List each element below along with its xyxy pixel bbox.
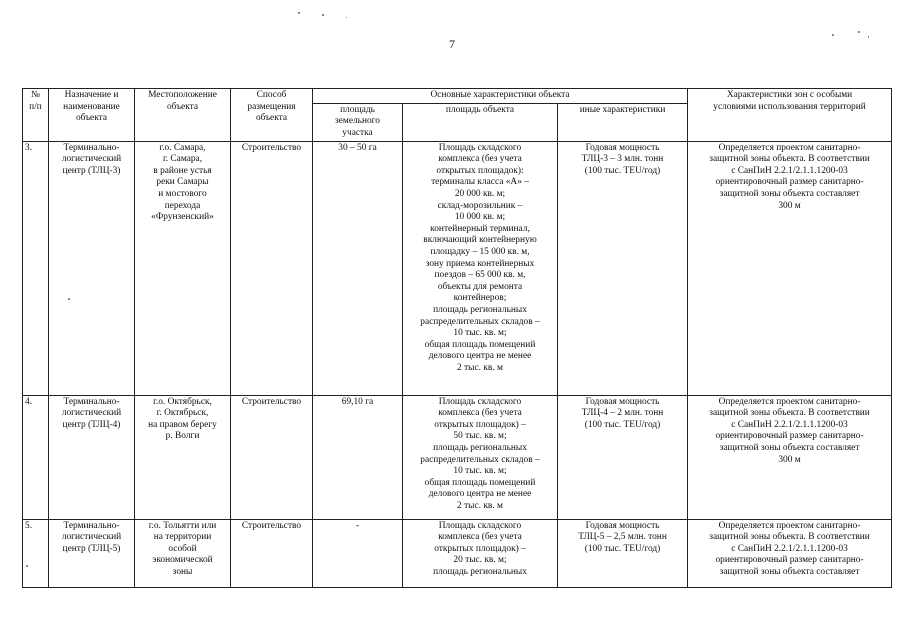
scan-speck [832,34,834,36]
scan-speck [868,36,869,38]
header-land-area: площадь земельного участка [313,103,403,141]
header-method: Способ размещения объекта [231,89,313,142]
header-location: Местоположение объекта [135,89,231,142]
header-zones: Характеристики зон с особыми условиями использования территорий [688,89,892,142]
scan-speck [858,31,860,33]
row-land-area: 30 – 50 га [313,141,403,395]
row-land-area: 69,10 га [313,395,403,519]
row-land-area: - [313,519,403,587]
scan-speck [322,14,324,16]
row-purpose: Терминально- логистический центр (ТЛЦ-5) [49,519,135,587]
objects-table [22,88,892,588]
scan-speck [298,12,300,14]
row-zones: Определяется проектом санитарно- защитной зоны объекта. В соответствии с СанПиН 2.2.1/2.1.1.1200-03 ориентировочный размер санитарно- защитной зоны объекта составляет 300 м [688,395,892,519]
row-location: г.о. Октябрьск, г. Октябрьск, на правом берегу р. Волги [135,395,231,519]
page-number: 7 [449,37,455,51]
row-object-area: Площадь складского комплекса (без учета открытых площадок) – 20 тыс. кв. м; площадь региональных [403,519,558,587]
row-method: Строительство [231,141,313,395]
row-purpose: Терминально- логистический центр (ТЛЦ-3) [49,141,135,395]
scan-speck [346,17,347,18]
row-other-characteristics: Годовая мощность ТЛЦ-3 – 3 млн. тонн (100 тыс. TEU/год) [558,141,688,395]
row-num: 3. [23,141,49,395]
header-main-characteristics: Основные характеристики объекта [313,89,688,104]
header-object-area: площадь объекта [403,103,558,141]
row-location: г.о. Самара, г. Самара, в районе устья реки Самары и мостового перехода «Фрунзенский» [135,141,231,395]
row-method: Строительство [231,395,313,519]
row-zones: Определяется проектом санитарно- защитной зоны объекта. В соответствии с СанПиН 2.2.1/2.1.1.1200-03 ориентировочный размер санитарно- защитной зоны объекта составляет 300 м [688,141,892,395]
row-location: г.о. Тольятти или на территории особой экономической зоны [135,519,231,587]
table-row [23,141,892,395]
row-method: Строительство [231,519,313,587]
table-row [23,519,892,587]
row-other-characteristics: Годовая мощность ТЛЦ-5 – 2,5 млн. тонн (100 тыс. TEU/год) [558,519,688,587]
row-object-area: Площадь складского комплекса (без учета открытых площадок): терминалы класса «А» – 20 000 кв. м; склад-морозильник – 10 000 кв. м; контейнерный терминал, включающий контейнерную площадку – 15 000 кв. м, зону приема контейнерных поездов – 65 000 кв. м, объекты для ремонта контейнеров; площадь региональных распределительных складов – 10 тыс. кв. м; общая площадь помещений делового центра не менее 2 тыс. кв. м [403,141,558,395]
row-num: 4. [23,395,49,519]
row-purpose: Терминально- логистический центр (ТЛЦ-4) [49,395,135,519]
row-zones: Определяется проектом санитарно- защитной зоны объекта. В соответствии с СанПиН 2.2.1/2.1.1.1200-03 ориентировочный размер санитарно- защитной зоны объекта составляет [688,519,892,587]
row-other-characteristics: Годовая мощность ТЛЦ-4 – 2 млн. тонн (100 тыс. TEU/год) [558,395,688,519]
header-purpose: Назначение и наименование объекта [49,89,135,142]
table-row [23,395,892,519]
row-object-area: Площадь складского комплекса (без учета открытых площадок) – 50 тыс. кв. м; площадь региональных распределительных складов – 10 тыс. кв. м; общая площадь помещений делового центра не менее 2 тыс. кв. м [403,395,558,519]
header-other-characteristics: иные характеристики [558,103,688,141]
row-num: 5. [23,519,49,587]
header-num: № п/п [23,89,49,142]
